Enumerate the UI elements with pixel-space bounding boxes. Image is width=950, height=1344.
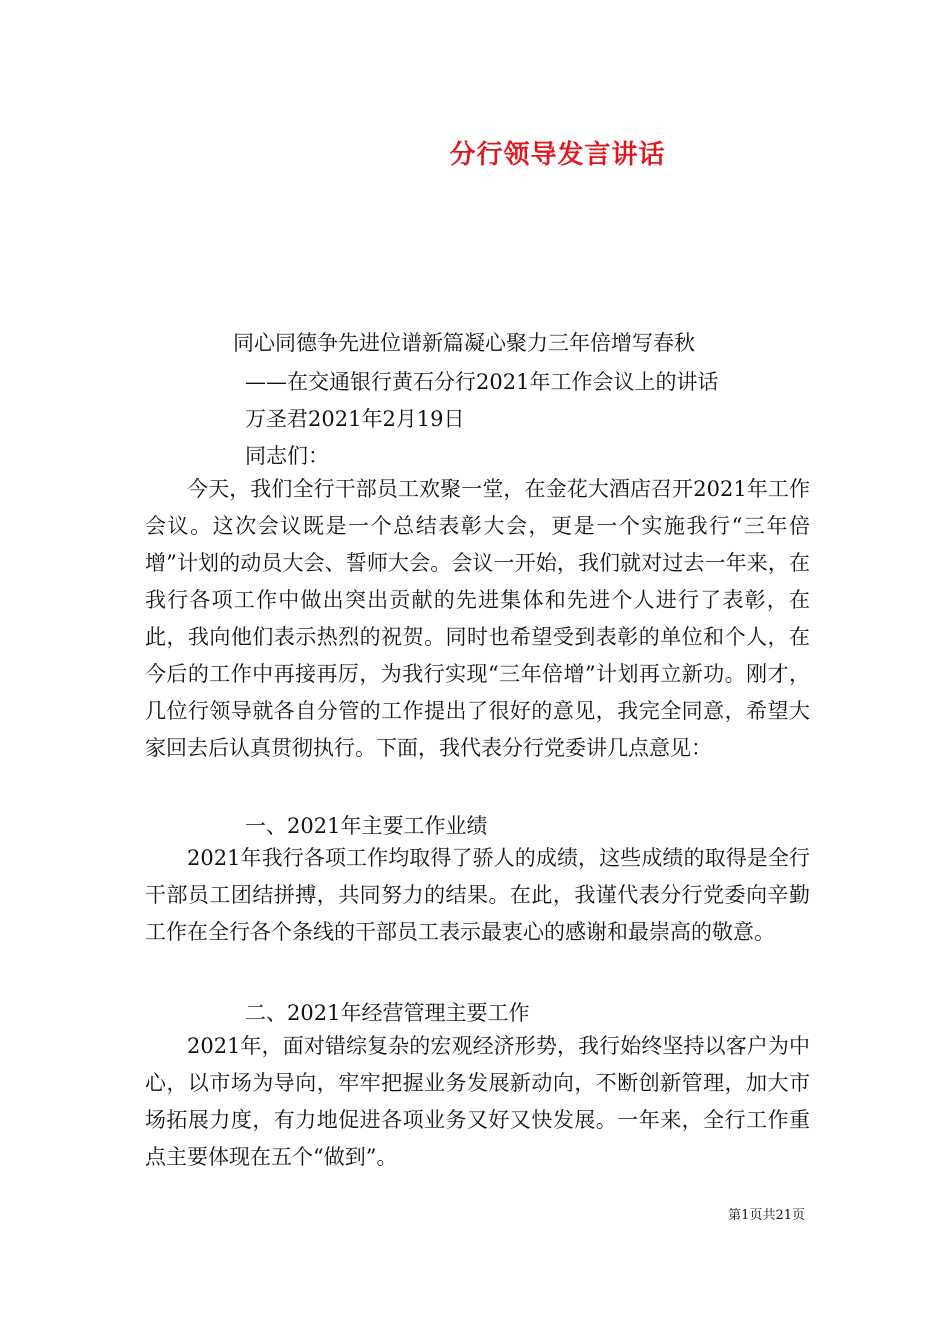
- section-heading-1: 一、2021年主要工作业绩: [245, 814, 488, 838]
- document-title: 分行领导发言讲话: [449, 140, 666, 170]
- section-heading-2: 二、2021年经营管理主要工作: [245, 1001, 530, 1025]
- body-paragraph-2: 2021年我行各项工作均取得了骄人的成绩，这些成绩的取得是全行干部员工团结拼搏，共同努力的结果。在此，我谨代表分行党委向辛勤工作在全行各个条线的干部员工表示最衷心的感谢和最崇高的敬意。: [145, 846, 810, 944]
- speech-byline: 万圣君2021年2月19日: [245, 407, 465, 431]
- body-paragraph-3: 2021年，面对错综复杂的宏观经济形势，我行始终坚持以客户为中心，以市场为导向，牢牢把握业务发展新动向，不断创新管理，加大市场拓展力度，有力地促进各项业务又好又快发展。一年来，全行工作重点主要体现在五个“做到”。: [145, 1034, 810, 1169]
- page-footer: 第1页共21页: [728, 1208, 805, 1223]
- speech-subtitle: ——在交通银行黄石分行2021年工作会议上的讲话: [245, 370, 719, 394]
- body-paragraph-1: 今天，我们全行干部员工欢聚一堂，在金花大酒店召开2021年工作会议。这次会议既是一个总结表彰大会，更是一个实施我行“三年倍增”计划的动员大会、誓师大会。会议一开始，我们就对过去一年来，在我行各项工作中做出突出贡献的先进集体和先进个人进行了表彰，在此，我向他们表示热烈的祝贺。同时也希望受到表彰的单位和个人，在今后的工作中再接再厉，为我行实现“三年倍增”计划再立新功。刚才，几位行领导就各自分管的工作提出了很好的意见，我完全同意，希望大家回去后认真贯彻执行。下面，我代表分行党委讲几点意见：: [145, 477, 810, 760]
- speech-title: 同心同德争先进位谱新篇凝心聚力三年倍增写春秋: [233, 331, 695, 355]
- salutation: 同志们：: [245, 444, 329, 468]
